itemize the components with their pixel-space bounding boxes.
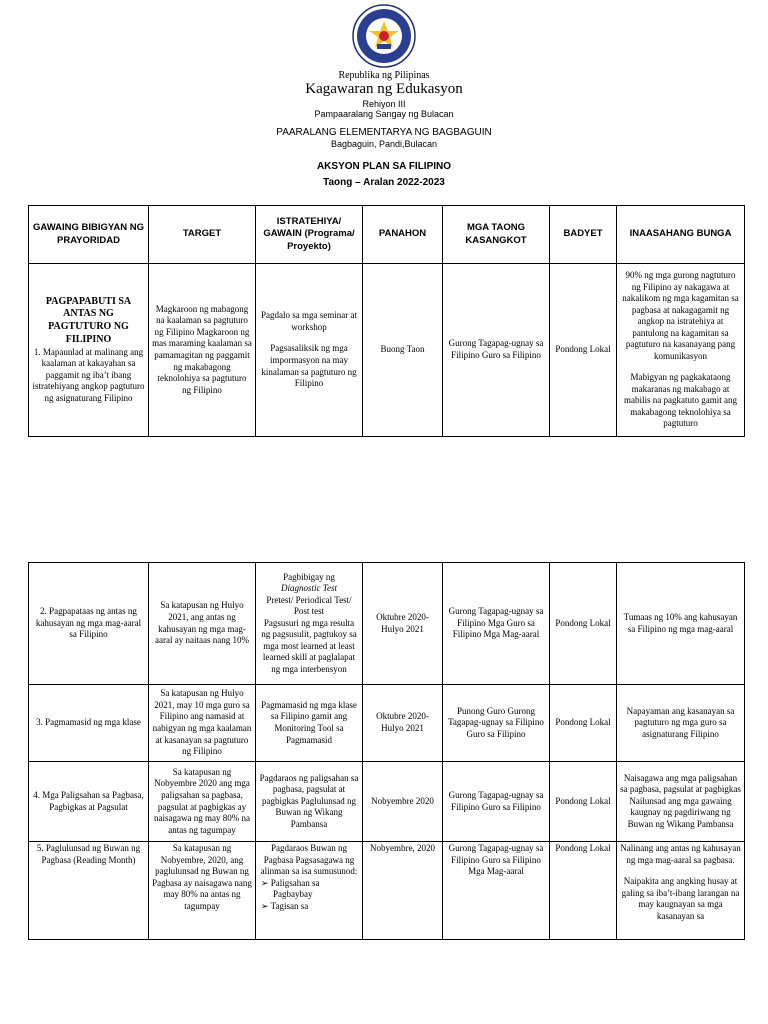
- cell-gawain: 3. Pagmamasid ng mga klase: [29, 685, 149, 762]
- deped-seal-logo: [352, 4, 416, 68]
- cell-badyet: Pondong Lokal: [550, 685, 617, 762]
- istratehiya-line-b: Diagnostic Test: [281, 583, 337, 594]
- cell-panahon: Nobyembre 2020: [363, 762, 443, 842]
- cell-bunga: [617, 842, 745, 940]
- bunga-text-1: Nalinang ang antas ng kahusayan ng mga mag-aaral sa pagbasa.: [620, 843, 741, 865]
- table-row: [29, 842, 745, 940]
- table-row: [29, 563, 745, 685]
- cell-bunga: [617, 264, 745, 437]
- cell-bunga: Tumaas ng 10% ang kahusayan sa Filipino ng mga mag-aaral: [617, 563, 745, 685]
- list-item: ➢ Paligsahan sa Pagbaybay: [273, 878, 359, 901]
- row-section-heading: PAGPAPABUTI SA ANTAS NG PAGTUTURO NG FILIPINO: [45, 295, 132, 345]
- cell-panahon: Nobyembre, 2020: [363, 842, 443, 940]
- cell-badyet: Pondong Lokal: [550, 842, 617, 940]
- cell-badyet: Pondong Lokal: [550, 563, 617, 685]
- cell-istratehiya: Pagmamasid ng mga klase sa Filipino gamit ang Monitoring Tool sa Pagmamasid: [256, 685, 363, 762]
- action-plan-table-part1: [28, 205, 745, 437]
- istratehiya-line-d: Pagsusuri ng mga resulta ng pagsusulit, pagtukoy sa mga most learned at least learned skill at paglalapat ng mga interbensyon: [261, 617, 357, 674]
- cell-kasangkot: Gurong Tagapag-ugnay sa Filipino Mga Guro sa Filipino Mga Mag-aaral: [443, 563, 550, 685]
- cell-target: Sa katapusan ng Nobyembre 2020 ang mga paligsahan sa pagbasa, pagsulat at pagbigkas ay naisagawa ng may 80% na antas ng tagumpay: [149, 762, 256, 842]
- cell-gawain: 4. Mga Paligsahan sa Pagbasa, Pagbigkas at Pagsulat: [29, 762, 149, 842]
- header-bunga: INAASAHANG BUNGA: [617, 206, 745, 264]
- header-target: TARGET: [149, 206, 256, 264]
- istratehiya-line-a: Pagbibigay ng: [283, 571, 335, 582]
- cell-target: Sa katapusan ng Nobyembre, 2020, ang paglulunsad ng Buwan ng Pagbasa ay naisagawa nang may 80% na antas ng tagumpay: [149, 842, 256, 940]
- cell-kasangkot: Gurong Tagapag-ugnay sa Filipino Guro sa Filipino: [443, 762, 550, 842]
- istratehiya-text-1: Pagdalo sa mga seminar at workshop: [261, 310, 357, 332]
- cell-gawain: 2. Pagpapataas ng antas ng kahusayan ng mga mag-aaral sa Filipino: [29, 563, 149, 685]
- cell-istratehiya: [256, 842, 363, 940]
- division-line: Pampaaralang Sangay ng Bulacan: [314, 109, 454, 119]
- istratehiya-text-2: Pagsasaliksik ng mga impormasyon na may kinalaman sa pagtuturo ng Filipino: [261, 343, 357, 389]
- cell-badyet: Pondong Lokal: [550, 264, 617, 437]
- istratehiya-bullet-list: [259, 878, 359, 913]
- istratehiya-line-c: Pretest/ Periodical Test/ Post test: [266, 594, 352, 617]
- gawain-text: 1. Mapaunlad at malinang ang kaalaman at kakayahan sa paggamit ng iba’t ibang istratehiyang angkop pagtuturo ng asignaturang Filipino: [32, 346, 145, 403]
- bunga-text-2: Naipakita ang angking husay at galing sa iba’t-ibang larangan na may kaugnayan sa mga kasanayan sa: [621, 876, 740, 921]
- cell-istratehiya: [256, 264, 363, 437]
- list-item: ➢ Tagisan sa: [273, 901, 359, 913]
- republic-line: Republika ng Pilipinas: [338, 70, 430, 81]
- cell-bunga: Napayaman ang kasanayan sa pagtuturo ng mga guro sa asignaturang Filipino: [617, 685, 745, 762]
- header-istratehiya: ISTRATEHIYA/ GAWAIN (Programa/ Proyekto): [256, 206, 363, 264]
- header-gawain: GAWAING BIBIGYAN NG PRAYORIDAD: [29, 206, 149, 264]
- school-name: PAARALANG ELEMENTARYA NG BAGBAGUIN: [276, 127, 492, 138]
- school-address: Bagbaguin, Pandi,Bulacan: [330, 139, 438, 149]
- cell-gawain: 5. Paglulunsad ng Buwan ng Pagbasa (Reading Month): [29, 842, 149, 940]
- bunga-text-1: 90% ng mga gurong nagtuturo ng Filipino ay nakagawa at nakalikom ng mga kagamitan sa pagbasa at nakagagamit ng angkop na istratehiya at pantulong na kagamitan sa pagtuturo na kasanayang pang komunikasyon: [622, 270, 739, 361]
- table-row: [29, 685, 745, 762]
- cell-istratehiya: [256, 563, 363, 685]
- table-header-row: [29, 206, 745, 264]
- cell-panahon: Oktubre 2020-Hulyo 2021: [363, 685, 443, 762]
- cell-kasangkot: Gurong Tagapag-ugnay sa Filipino Guro sa Filipino Mga Mag-aaral: [443, 842, 550, 940]
- cell-istratehiya: Pagdaraos ng paligsahan sa pagbasa, pagsulat at pagbigkas Paglulunsad ng Buwan ng Wikang Pambansa: [256, 762, 363, 842]
- header-panahon: PANAHON: [363, 206, 443, 264]
- table-row: [29, 264, 745, 437]
- cell-target: Sa katapusan ng Hulyo 2021, ang antas ng kahusayan ng mga mag-aaral ay naitaas nang 10%: [149, 563, 256, 685]
- school-year: Taong – Aralan 2022-2023: [323, 177, 445, 188]
- cell-badyet: Pondong Lokal: [550, 762, 617, 842]
- cell-target: Sa katapusan ng Hulyo 2021, may 10 mga guro sa Filipino ang namasid at nabigyan ng mga kaalaman at kasanayan sa pagtuturo ng Filipino: [149, 685, 256, 762]
- istratehiya-text: Pagdaraos Buwan ng Pagbasa Pagsasagawa ng alinman sa isa sumusunod:: [260, 843, 358, 877]
- region-line: Rehiyon III: [362, 99, 406, 109]
- cell-bunga: Naisagawa ang mga paligsahan sa pagbasa, pagsulat at pagbigkas Nailunsad ang mga gawaing kaugnay ng pagdiriwang ng Buwan ng Wikang Pambansa: [617, 762, 745, 842]
- cell-panahon: Buong Taon: [363, 264, 443, 437]
- cell-kasangkot: Punong Guro Gurong Tagapag-ugnay sa Filipino Guro sa Filipino: [443, 685, 550, 762]
- cell-kasangkot: Gurong Tagapag-ugnay sa Filipino Guro sa Filipino: [443, 264, 550, 437]
- cell-gawain: [29, 264, 149, 437]
- header-kasangkot: MGA TAONG KASANGKOT: [443, 206, 550, 264]
- bunga-text-2: Mabigyan ng pagkakataong makaranas ng makabago at mabilis na pagkatuto gamit ang makabagong teknolohiya sa pagtuturo: [624, 372, 737, 429]
- cell-panahon: Oktubre 2020-Hulyo 2021: [363, 563, 443, 685]
- department-name: Kagawaran ng Edukasyon: [305, 81, 463, 97]
- cell-target: Magkaroon ng mabagong na kaalaman sa pagtuturo ng Filipino Magkaroon ng mas maraming kaalaman sa pamamagitan ng paggamit ng makabagong teknolohiya sa pagtuturo ng Filipino: [149, 264, 256, 437]
- table-row: [29, 762, 745, 842]
- document-title: AKSYON PLAN SA FILIPINO: [316, 161, 452, 172]
- header-badyet: BADYET: [550, 206, 617, 264]
- action-plan-table-part2: [28, 562, 745, 940]
